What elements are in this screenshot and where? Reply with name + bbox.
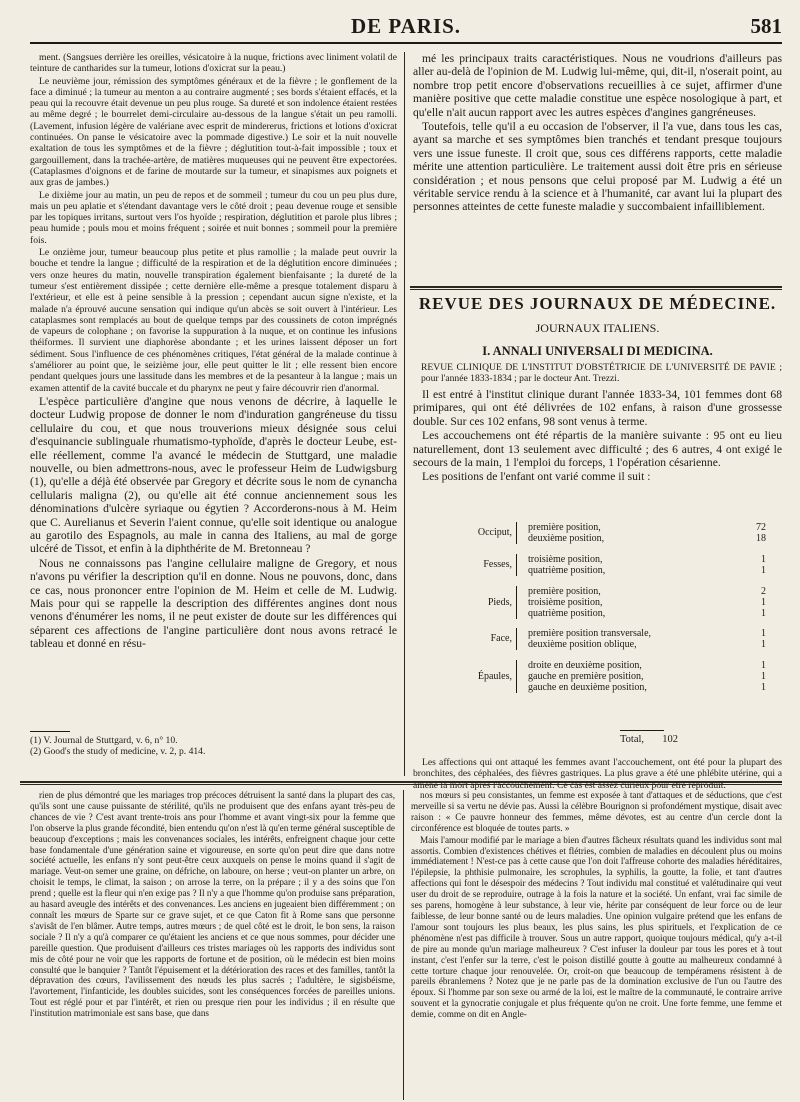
group-label: Fesses, — [483, 559, 512, 570]
footnotes — [30, 735, 397, 758]
page-number: 581 — [750, 14, 782, 38]
position-row — [528, 608, 780, 619]
group-label: Pieds, — [487, 597, 512, 608]
paragraph: rien de plus démontré que les mariages trop précoces détruisent la santé dans la plupart des cas, qu'ils sont une cause puissante de stérilité, qu'ils ne produisent que des enfans ayant très-peu de chances de vie ? C'est avant trente-trois ans pour l'homme et avant vingt-six pour la femme que l'on observe la plus grande fécondité, bien entendu qu'on n'est là qu'en terme général susceptible de beaucoup d'exceptions ; mais les convenances sociales, les intérêts, enfreignent chaque jour cette base fondamentale d'une génération saine et vigoureuse, en sorte qu'on peut dire que dans notre société actuelle, les enfans n'y sont peut-être ceux auxquels on pense le moins quand il s'agit de mariage. Veut-on semer une graine, on défriche, on laboure, on herse ; veut-on planter un arbre, on choisit le temps, le climat, la saison ; on arrose la terre, on la prépare ; il y a des soins que l'on prend ; quelle est la fleur qui n'en exige pas ? Il n'y a que l'homme qu'on produise sans préparation, au hasard aveugle des intérêts et des convenances. Les anciens en jugeaient bien différemment ; on connaît les mœurs de Sparte sur ce grave sujet, et ce que Caton fit à Rome sans que personne s'avisât de l'en blâmer. Autre temps, autres mœurs ; de quel côté est le droit, le bon sens, la raison sociale ? Il n'y a qu'à comparer ce qu'étaient les anciens et ce que nous sommes, pour décider une pareille question. Que produisent d'ailleurs ces tristes mariages où les rapports des individus sont mis de côté pour ne voir que les rapports de fortune et de position, où le médecin est bien moins consulté que le banquier ? Tantôt l'épuisement et la détérioration des races et des familles, tantôt la dépravation des cœurs, l'avilissement des nœuds les plus sacrés ; l'adultère, le sigisbéisme, l'avortement, l'infanticide, les doubles suicides, sont les conséquences forcées de pareilles unions. Tout est réglé pour et par l'intérêt, et rien ou presque rien pour les individus ; il en résulte que l'institution matrimoniale est sans base, que dans — [30, 790, 395, 1019]
right-column-bottom — [413, 757, 782, 791]
row-value: 1 — [761, 608, 766, 619]
paragraph: L'espèce particulière d'angine que nous venons de décrire, à laquelle le docteur Ludwig propose de donner le nom d'induration gangréneuse du tissu cellulaire du cou, et que nous trouverions mieux désignée sous celui d'esquinancie sublinguale rhumatismo-typhoïde, d'après le docteur Leube, est-elle réellement, comme l'a avancé le médecin de Stuttgard, une maladie nouvelle, ou bien admettrons-nous, avec le professeur Heim de Ludwigsburg (1), qu'elle a déjà été observée par Gregory et décrite sous le nom de cynancha cellularis maligna (2), ou qu'elle ait été connue anciennement sous les dénominations d'ulcère syriaque ou égytien ? Accorderons-nous à M. Heim que C. Aurelianus et Severin l'aient connue, qu'elle soit identique ou analogue au garotilo des Espagnols, au male in canna des Italiens, au mal de gorge ulcéré de Tissot, et enfin à la diphthérite de M. Bretonneau ? — [30, 394, 397, 556]
footnote: (1) V. Journal de Stuttgard, v. 6, n° 10. — [30, 735, 178, 746]
brace — [516, 554, 523, 576]
paragraph: nos mœurs si peu consistantes, un femme est exposée à tant d'attaques et de séductions, que c'est merveille si sa vertu ne dévie pas. Aussi la célèbre Bourignon si profondément mystique, disait avec raison : « Ce pauvre honneur des femmes, même dévotes, est au centre d'un cercle dont la circonférence est bloquée de toutes parts. » — [411, 790, 782, 833]
paragraph: Les accouchemens ont été répartis de la manière suivante : 95 ont eu lieu naturellement, dont 13 seulement avec difficulté ; des 6 autres, 4 ont exigé le secours de la main, 1 l'emploi du forceps, 1 l'opération césarienne. — [413, 429, 782, 470]
positions-table — [420, 522, 782, 752]
paragraph: Toutefois, telle qu'il a eu occasion de l'observer, il l'a vue, dans tous les cas, ayant sa marche et ses symptômes bien tranchés et tendant presque toujours vers une issue funeste. Il croit que, sous ces différens rapports, cette maladie mérite une attention particulière. Le traitement aussi doit être pris en sérieuse considération ; et nous pensons que celui proposé par M. Ludwig a été un véritable service rendu à la science et à l'humanité, car avant lui la plupart des personnes atteintes de cette funeste maladie y succombaient infailliblement. — [413, 120, 782, 214]
group-label: Occiput, — [477, 527, 512, 538]
paragraph: Mais l'amour modifié par le mariage a bien d'autres fâcheux résultats quand les individus sont mal assortis. Combien d'existences chétives et flétries, combien de maladies en découlent plus ou moins immédiatement ! N'est-ce pas à cette cause que l'on doit l'affreuse cohorte des maladies héréditaires, l'épilepsie, la phthisie pulmonaire, les scrophules, la syphilis, la goutte, la folie, et tant d'autres affections qui font le désespoir des médecins ? Tout individu mal constitué et valétudinaire qui veut user du droit de se reproduire, outrage à la fois la nature et la société. Un enfant, vrai fac simile de ses parens, homogène à leur substance, à leur vie, hérite par conséquent de leur force ou de leur faiblesse, de leur bonne santé ou de leurs maladies. Une opinion vulgaire prétend que les enfans de l'amour sont toujours les plus beaux, les plus sains, les plus spirituels, et l'explication de ce phénomène n'est pas difficile à trouver. Sous un autre rapport, quoique toujours médical, qu'y a-t-il de pire au monde qu'un mariage malheureux ? C'est infuser la douleur par tous les pores et à tout instant, c'est l'enfer sur la terre, c'est le poison distillé goutte à goutte au malheureux condamné à cette torture chaque jour renouvelée. Or, croit-on que beaucoup de tempéramens résistent à de pareils ébranlemens ? Notez que je ne parle pas de la domination exclusive de l'un ou l'autre des époux. Si l'homme par son sexe ou armé de la loi, est le maître de la communauté, le contraire arrive souvent et la gynocratie conjugale et plus fréquente qu'on ne croit. Une forte femme, une femme et demie, comme on dit en Angle- — [411, 834, 782, 1020]
left-column — [30, 52, 397, 662]
row-label: troisième position, — [528, 554, 603, 565]
page-split-rule — [20, 784, 782, 785]
paragraph: mé les principaux traits caractéristiques. Nous ne voudrions d'ailleurs pas aller au-delà de l'opinion de M. Ludwig lui-même, qui, dit-il, n'oserait point, au nombre trop petit encore d'observations recueillies à ce sujet, affirmer d'une manière positive que cette maladie constitue une espèce nosologique à part, et qu'elle n'ait aucun rapport avec les autres espèces d'angines gangréneuses. — [413, 52, 782, 119]
total-label: Total, — [620, 734, 645, 745]
section-rule — [410, 286, 782, 288]
row-value: 1 — [761, 628, 766, 639]
row-label: deuxième position oblique, — [528, 639, 637, 650]
brace — [516, 586, 523, 619]
group-label: Face, — [490, 633, 512, 644]
row-value: 1 — [761, 554, 766, 565]
position-row — [528, 671, 780, 682]
position-row — [528, 660, 780, 671]
row-value: 1 — [761, 682, 766, 693]
row-value: 72 — [756, 522, 766, 533]
row-label: première position, — [528, 586, 601, 597]
brace — [516, 628, 523, 650]
row-label: deuxième position, — [528, 533, 605, 544]
position-row — [528, 639, 780, 650]
section-subtitle: JOURNAUX ITALIENS. — [535, 321, 660, 335]
brace — [516, 522, 523, 544]
row-label: quatrième position, — [528, 608, 606, 619]
article-title: I. ANNALI UNIVERSALI DI MEDICINA. — [482, 344, 713, 358]
row-value: 1 — [761, 639, 766, 650]
column-divider — [403, 790, 404, 1100]
feuilleton-left-column — [30, 790, 395, 1100]
row-label: première position transversale, — [528, 628, 652, 639]
row-value: 1 — [761, 597, 766, 608]
paragraph: Le neuvième jour, rémission des symptômes généraux et de la fièvre ; le gonflement de la face a diminué ; la tumeur au menton a au contraire augmenté ; ses bords s'étaient effacés, et la peau qui la recouvre était devenue un peu plus rouge. Sa dureté et son indolence étaient restées au même degré ; le bourrelet demi-circulaire au-dessous de la langue s'était un peu ramolli. (Lavement, infusion légère de valériane avec esprit de mindererus, frictions et lotions d'oxicrat continuées. On panse le vésicatoire avec la pommade digestive.) Le soir et la nuit nouvelle exaltation de tous les symptômes et de la fièvre ; déglutition tout-à-fait impossible ; toux et gargouillement, dans la trachée-artère, de matières muqueuses qui ne peuvent être expectorées. (Cataplasmes d'oignons et de farine de moutarde sur la tumeur, et sinapismes aux poignets et aux gras de jambes.) — [30, 75, 397, 189]
paragraph: Le dixième jour au matin, un peu de repos et de sommeil ; tumeur du cou un peu plus dure, mais un peu aplatie et s'étendant davantage vers le côté droit ; peau devenue rouge et sensible par les topiques irritans, surtout vers l'os hyoïde ; respiration, déglutition et parole plus libres ; peau humide ; pouls mou et moins fréquent ; soirée et nuit bonnes ; sommeil pour la première fois. — [30, 189, 397, 246]
article-subtitle: REVUE CLINIQUE DE L'INSTITUT D'OBSTÉTRICIE DE L'UNIVERSITÉ DE PAVIE ; pour l'année 1833-1834 ; par le docteur Ant. Trezzi. — [421, 362, 782, 384]
paragraph: Les affections qui ont attaqué les femmes avant l'accouchement, ont été pour la plupart des bronchites, des céphalées, des fièvres gastriques. La plus grave a été une phlébite utérine, qui a amené la mort après l'accouchement. Ce cas est assez curieux pour être reproduit. — [413, 757, 782, 791]
positions-total — [420, 734, 782, 747]
right-column-top — [413, 52, 782, 284]
total-rule — [620, 730, 664, 731]
paragraph: Les positions de l'enfant ont varié comme il suit : — [422, 470, 651, 484]
page-header — [30, 14, 782, 44]
paragraph: Le onzième jour, tumeur beaucoup plus petite et plus ramollie ; la malade peut ouvrir la bouche et tendre la langue ; difficulté de la respiration et de la déglutition encore diminuées ; vers onze heures du matin, nouvelle transpiration également bienfaisante ; la dureté de la tumeur s'est entièrement dissipée ; cette dernière elle-même a presque totalement disparu à l'extérieur, et elle est à peine sensible à la pression ; cependant aucun signe n'existe, et la malade n'a éprouvé aucune sensation qui indique qu'un abcès se soit ouvert à l'intérieur. Les cataplasmes sont remplacés au bout de quelque temps par des coussinets de coton imprégnés de vapeurs de colophane ; on favorise la suppuration à la nuque, et on continue les infusions théiformes. Il survient une diaphorèse abondante ; et les urines laissent déposer un fort sédiment. Sous l'influence de ces phénomènes critiques, l'état général de la malade continue à s'améliorer au point que, le seizième jour, elle peut quitter le lit ; elle ressent bien encore pendant quelques jours une lassitude dans les membres et de la pesanteur à la langue ; mais un examen attentif de la cavité buccale et du pharynx ne peut y faire découvrir rien d'anormal. — [30, 247, 397, 394]
header-rule — [30, 42, 782, 44]
position-row — [528, 628, 780, 639]
row-label: première position, — [528, 522, 601, 533]
brace — [516, 660, 523, 693]
paragraph: Il est entré à l'institut clinique durant l'année 1833-34, 101 femmes dont 68 primipares, qui ont été délivrées de 102 enfans, à raison d'une grossesse double. Sur ces 102 enfans, 98 sont venus à terme. — [413, 388, 782, 428]
page-split-rule — [20, 781, 782, 783]
row-value: 1 — [761, 660, 766, 671]
row-label: droite en deuxième position, — [528, 660, 642, 671]
row-label: gauche en deuxième position, — [528, 682, 647, 693]
paragraph: ment. (Sangsues derrière les oreilles, vésicatoire à la nuque, frictions avec liniment volatil de teinture de cantharides sur la tumeur, lotions d'oxicrat sur la peau.) — [30, 52, 397, 75]
position-row — [528, 597, 780, 608]
row-label: gauche en première position, — [528, 671, 644, 682]
position-row — [528, 586, 780, 597]
footnote-rule — [30, 731, 70, 732]
row-label: quatrième position, — [528, 565, 606, 576]
column-divider — [404, 52, 405, 776]
feuilleton-right-column — [411, 790, 782, 1100]
position-row — [528, 522, 780, 533]
row-label: troisième position, — [528, 597, 603, 608]
row-value: 18 — [756, 533, 766, 544]
footnote: (2) Good's the study of medicine, v. 2, p. 414. — [30, 746, 206, 758]
position-row — [528, 682, 780, 693]
row-value: 2 — [761, 586, 766, 597]
section-title: REVUE DES JOURNAUX DE MÉDECINE. — [418, 294, 777, 313]
total-value: 102 — [662, 734, 678, 745]
position-row — [528, 554, 780, 565]
position-row — [528, 533, 780, 544]
right-column-middle — [413, 388, 782, 518]
row-value: 1 — [761, 565, 766, 576]
row-value: 1 — [761, 671, 766, 682]
paragraph: Nous ne connaissons pas l'angine cellulaire maligne de Gregory, et nous n'avons pu vérifier la description qu'il en donne. Nous ne pouvons, donc, dans ce cas, nous prononcer entre l'opinion de M. Heim et celle de M. Ludwig. Mais pour qui se rappelle la description des différentes angines dont nous venons d'énumérer les noms, il ne peut exister de doute sur les différences qui séparent ces affections de l'angine particulière dont nous avons retracé le tableau et donné en résu- — [30, 556, 397, 651]
running-title: DE PARIS. — [350, 14, 462, 38]
position-row — [528, 565, 780, 576]
section-rule — [410, 289, 782, 290]
group-label: Épaules, — [477, 671, 512, 682]
